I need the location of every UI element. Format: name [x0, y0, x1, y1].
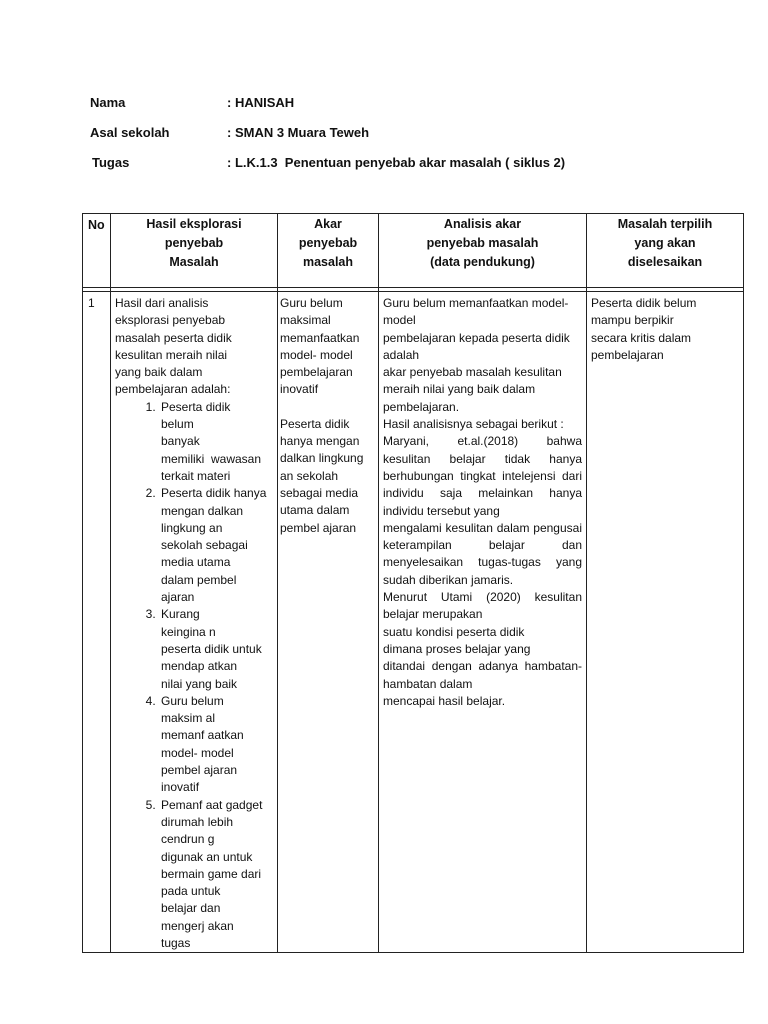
cause-item: 2. Peserta didik hanya mengan dalkan lingkung an sekolah sebagai media utama dalam pembel ajaran: [159, 485, 273, 606]
table-row: [83, 292, 744, 953]
akar-penyebab-1: Guru belum maksimal memanfaatkan model- model pembelajaran inovatif: [280, 296, 360, 397]
hasil-intro: Hasil dari analisis eksplorasi penyebab masalah peserta didik kesulitan meraih nilai yang baik dalam pembelajaran adalah:: [115, 296, 232, 397]
table-header-row: [83, 214, 744, 288]
header-row-tugas: [90, 152, 565, 182]
asal-sekolah-value: : SMAN 3 Muara Teweh: [227, 125, 370, 140]
cause-item: 5. Pemanf aat gadget dirumah lebih cendrun g digunak an untuk bermain game dari pada untuk belajar dan mengerj akan tugas: [159, 797, 273, 953]
column-header-masalah: Masalah terpilih yang akan diselesaikan: [587, 214, 744, 288]
masalah-terpilih-cell: [587, 292, 744, 953]
column-header-no: No: [83, 214, 111, 288]
column-header-hasil: Hasil eksplorasi penyebab Masalah: [111, 214, 278, 288]
column-header-analisis: Analisis akar penyebab masalah (data pendukung): [379, 214, 587, 288]
header-row-nama: [90, 92, 565, 122]
masalah-terpilih-text: Peserta didik belum mampu berpikir secara kritis dalam pembelajaran: [591, 296, 697, 362]
akar-penyebab-cell: [278, 292, 379, 953]
analisis-cell: [379, 292, 587, 953]
analysis-table: [82, 213, 744, 953]
header-row-asal-sekolah: [90, 122, 565, 152]
tugas-label: Tugas: [92, 155, 130, 170]
cause-item: 4. Guru belum maksim al memanf aatkan model- model pembel ajaran inovatif: [159, 693, 273, 797]
row-number: 1: [83, 292, 111, 953]
nama-value: : HANISAH: [227, 95, 295, 110]
hasil-eksplorasi-cell: [111, 292, 278, 953]
cause-item: 1. Peserta didik belum banyak memiliki wawasan terkait materi: [159, 399, 273, 485]
identity-header: [90, 92, 565, 182]
analisis-text: Guru belum memanfaatkan model- model pembelajaran kepada peserta didik adalah akar penyebab masalah kesulitan meraih nilai yang baik dalam pembelajaran. Hasil analisisnya sebagai berikut : Maryani, et.al.(2018) bahwa kesulitan belajar tidak hanya berhubungan tingkat intelejensi dari individu saja melainkan hanya individu tersebut yang mengalami kesulitan dalam pengusai keterampilan belajar dan menyelesaikan tugas-tugas yang sudah diberikan jamaris. Menurut Utami (2020) kesulitan belajar merupakan suatu kondisi peserta didik dimana proses belajar yang ditandai dengan adanya hambatan-hambatan dalam mencapai hasil belajar.: [383, 296, 582, 708]
column-header-akar: Akar penyebab masalah: [278, 214, 379, 288]
asal-sekolah-label: Asal sekolah: [90, 125, 170, 140]
tugas-value: : L.K.1.3 Penentuan penyebab akar masalah ( siklus 2): [227, 155, 566, 170]
nama-label: Nama: [90, 95, 126, 110]
cause-list: [115, 399, 273, 953]
akar-penyebab-2: Peserta didik hanya mengan dalkan lingkung an sekolah sebagai media utama dalam pembel ajaran: [280, 416, 364, 535]
cause-item: 3. Kurang keingina n peserta didik untuk mendap atkan nilai yang baik: [159, 606, 273, 692]
